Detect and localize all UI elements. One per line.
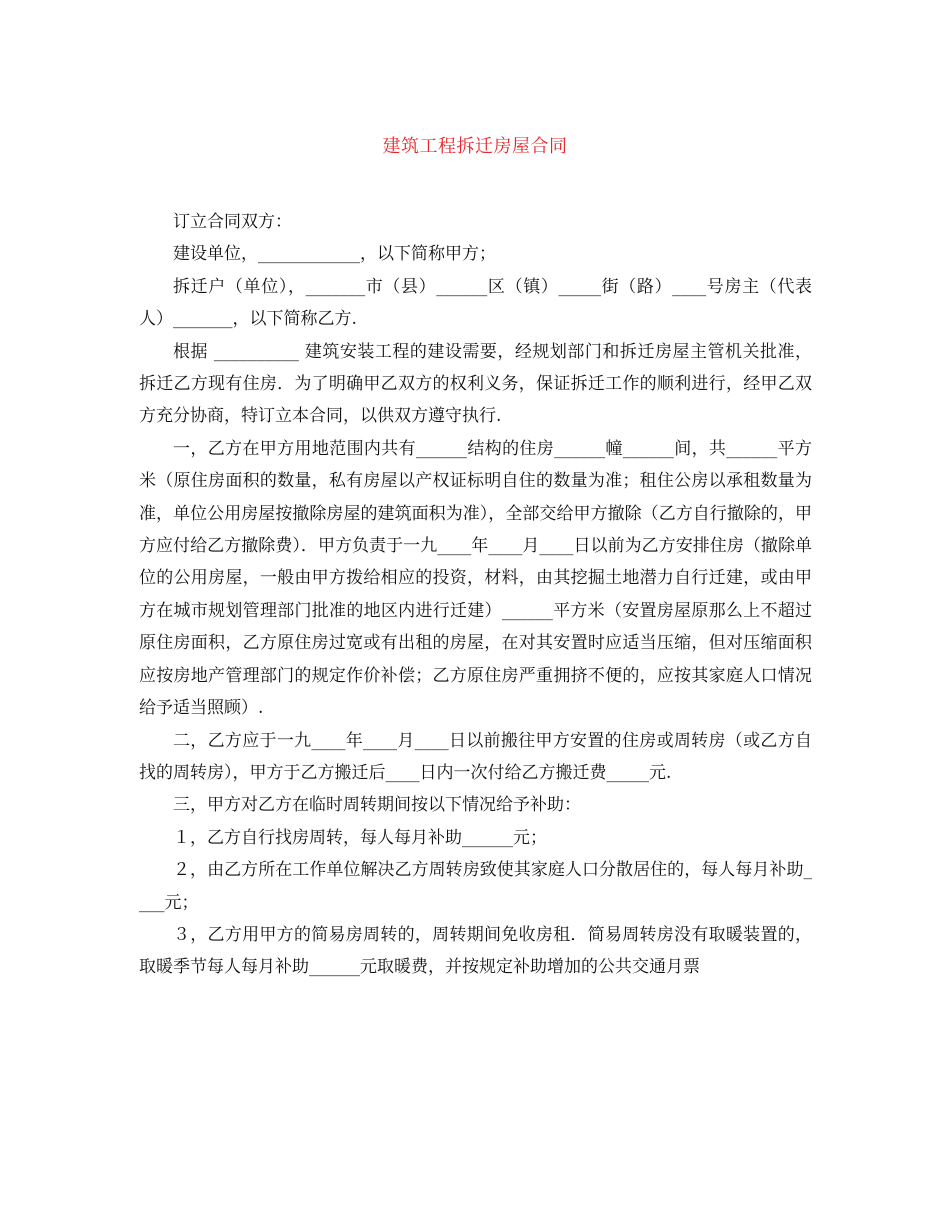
paragraph-clause-3-item-3: ３，乙方用甲方的简易房周转的，周转期间免收房租．简易周转房没有取暖装置的，取暖季节每人每月补助______元取暖费，并按规定补助增加的公共交通月票 bbox=[139, 924, 812, 978]
document-body bbox=[139, 206, 812, 984]
paragraph-parties: 订立合同双方： bbox=[173, 212, 292, 232]
paragraph-clause-3: 三，甲方对乙方在临时周转期间按以下情况给予补助： bbox=[173, 795, 581, 816]
paragraph-party-b: 拆迁户（单位），_______市（县）______区（镇）_____街（路）____号房主（代表人）_______，以下简称乙方. bbox=[139, 276, 812, 330]
paragraph-clause-1: 一，乙方在甲方用地范围内共有______结构的住房______幢______间，共______平方米（原住房面积的数量，私有房屋以产权证标明自住的数量为准；租住公房以承租数量为准，单位公用房屋按撤除房屋的建筑面积为准），全部交给甲方撤除（乙方自行撤除的，甲方应付给乙方撤除费）．甲方负责于一九____年____月____日以前为乙方安排住房（撤除单位的公用房屋，一般由甲方拨给相应的投资，材料，由其挖掘土地潜力自行迁建，或由甲方在城市规划管理部门批准的地区内进行迁建）______平方米（安置房屋原那么上不超过原住房面积，乙方原住房过宽或有出租的房屋，在对其安置时应适当压缩，但对压缩面积应按房地产管理部门的规定作价补偿；乙方原住房严重拥挤不便的，应按其家庭人口情况给予适当照顾）. bbox=[139, 438, 812, 719]
paragraph-clause-2: 二，乙方应于一九____年____月____日以前搬往甲方安置的住房或周转房（或乙方自找的周转房），甲方于乙方搬迁后____日内一次付给乙方搬迁费_____元. bbox=[139, 730, 812, 783]
paragraph-preamble: 根据 __________ 建筑安装工程的建设需要，经规划部门和拆迁房屋主管机关批准，拆迁乙方现有住房．为了明确甲乙双方的权利义务，保证拆迁工作的顺利进行，经甲乙双方充分协商，特订立本合同，以供双方遵守执行. bbox=[139, 341, 812, 427]
document-title: 建筑工程拆迁房屋合同 bbox=[382, 136, 568, 157]
paragraph-clause-3-item-1: １，乙方自行找房周转，每人每月补助______元； bbox=[173, 827, 547, 848]
paragraph-party-a: 建设单位，____________，以下简称甲方； bbox=[173, 244, 496, 265]
paragraph-clause-3-item-2: ２，由乙方所在工作单位解决乙方周转房致使其家庭人口分散居住的，每人每月补助____元； bbox=[139, 860, 812, 913]
